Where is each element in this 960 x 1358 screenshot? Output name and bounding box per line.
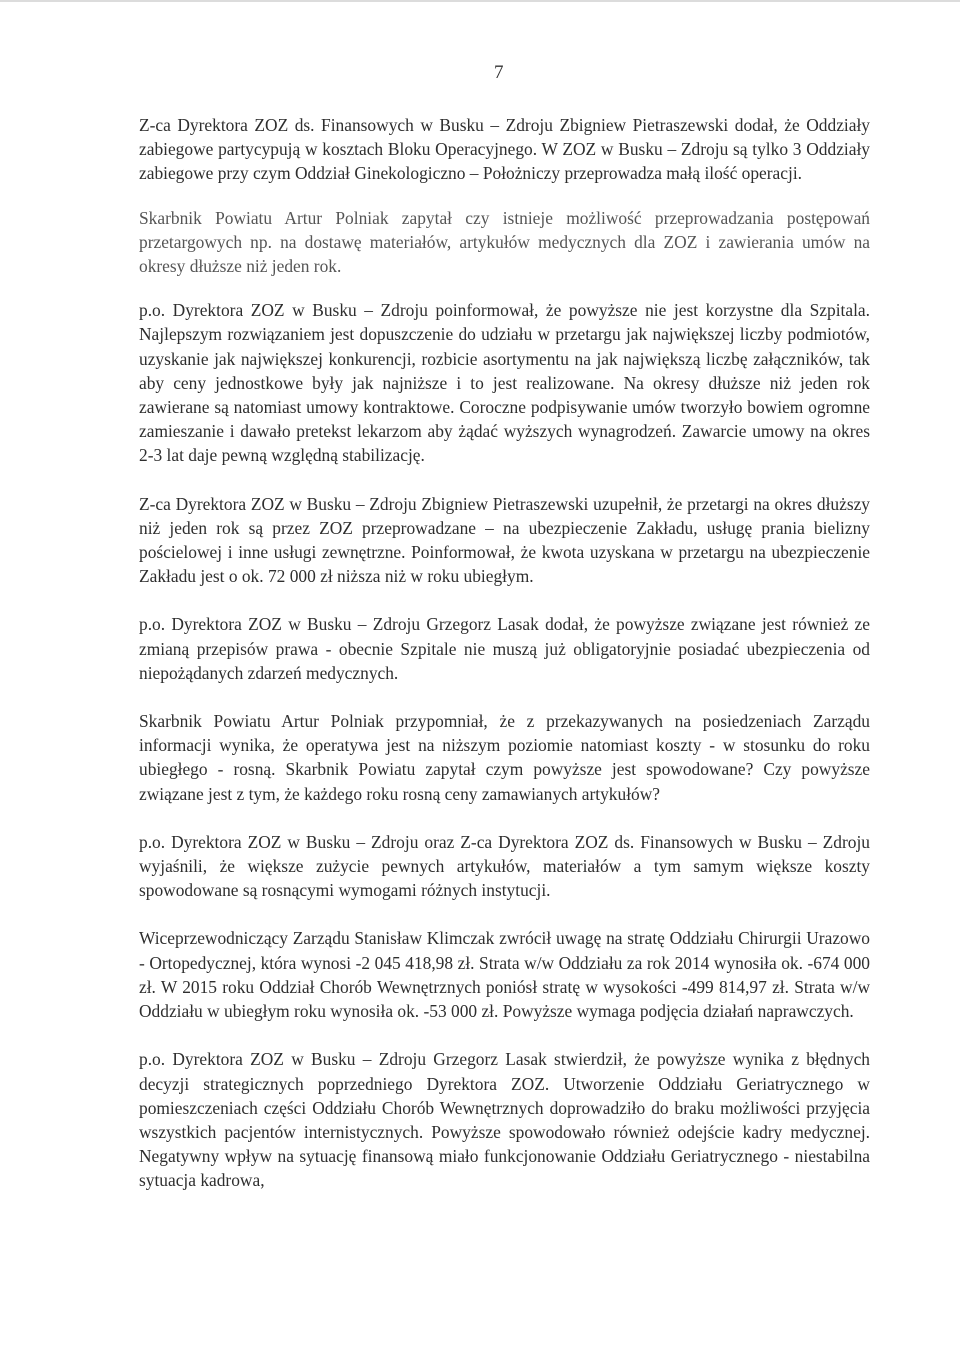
paragraph-8: Wiceprzewodniczący Zarządu Stanisław Klimczak zwrócił uwagę na stratę Oddziału Chirurgii Urazowo - Ortopedycznej, która wynosi -2 045 418,98 zł. Strata w/w Oddziału za rok 2014 wynosiła ok. -674 000 zł. W 2015 roku Oddział Chorób Wewnętrznych poniósł stratę w wysokości -499 814,97 zł. Strata w/w Oddziału w ubiegłym roku wynosiła ok. -53 000 zł. Powyższe wymaga podjęcia działań naprawczych.	[139, 928, 870, 1022]
paragraph-3: p.o. Dyrektora ZOZ w Busku – Zdroju poinformował, że powyższe nie jest korzystne dla Szpitala. Najlepszym rozwiązaniem jest dopuszczenie do udziału w przetargu jak największej liczby podmiotów, uzyskanie jak największej konkurencji, rozbicie asortymentu na jak największą liczbę załączników, tak aby ceny jednostkowe były jak najniższe i to jest realizowane. Na okresy dłuższe niż jeden rok zawierane są natomiast umowy kontraktowe. Coroczne podpisywanie umów tworzyło bowiem ogromne zamieszanie i dawało pretekst lekarzom aby żądać wyższych wynagrodzeń. Zawarcie umowy na okres 2-3 lat daje pewną względną stabilizację.	[139, 300, 870, 466]
paragraph-6: Skarbnik Powiatu Artur Polniak przypomniał, że z przekazywanych na posiedzeniach Zarządu informacji wynika, że operatywa jest na niższym poziomie natomiast koszty - w stosunku do roku ubiegłego - rosną. Skarbnik Powiatu zapytał czym powyższe jest spowodowane? Czy powyższe związane jest z tym, że każdego roku rosną ceny zamawianych artykułów?	[139, 711, 870, 804]
paragraph-5: p.o. Dyrektora ZOZ w Busku – Zdroju Grzegorz Lasak dodał, że powyższe związane jest również ze zmianą przepisów prawa - obecnie Szpitale nie muszą już obligatoryjnie posiadać ubezpieczenia od niepożądanych zdarzeń medycznych.	[139, 614, 870, 683]
paragraph-1: Z-ca Dyrektora ZOZ ds. Finansowych w Busku – Zdroju Zbigniew Pietraszewski dodał, że Oddziały zabiegowe partycypują w kosztach Bloku Operacyjnego. W ZOZ w Busku – Zdroju są tylko 3 Oddziały zabiegowe przy czym Oddział Ginekologiczno – Położniczy przeprowadza małą ilość operacji.	[139, 115, 870, 184]
page-number: 7	[494, 62, 504, 83]
paragraph-9: p.o. Dyrektora ZOZ w Busku – Zdroju Grzegorz Lasak stwierdził, że powyższe wynika z błędnych decyzji strategicznych poprzedniego Dyrektora ZOZ. Utworzenie Oddziału Geriatrycznego w pomieszczeniach części Oddziału Chorób Wewnętrznych doprowadziło do braku możliwości przyjęcia wszystkich pacjentów internistycznych. Powyższe spowodowało również odejście kadry medycznej. Negatywny wpływ na sytuację finansową miało funkcjonowanie Oddziału Geriatrycznego - niestabilna sytuacja kadrowa,	[139, 1049, 870, 1191]
paragraph-4: Z-ca Dyrektora ZOZ w Busku – Zdroju Zbigniew Pietraszewski uzupełnił, że przetargi na okres dłuższy niż jeden rok są przez ZOZ przeprowadzane – na ubezpieczenie Zakładu, usługę prania bielizny pościelowej i inne usługi zewnętrzne. Poinformował, że kwota uzyskana w przetargu na ubezpieczenie Zakładu jest o ok. 72 000 zł niższa niż w roku ubiegłym.	[139, 493, 870, 587]
paragraph-2: Skarbnik Powiatu Artur Polniak zapytał czy istnieje możliwość przeprowadzania postępowań przetargowych np. na dostawę materiałów, artykułów medycznych dla ZOZ i zawierania umów na okresy dłuższe niż jeden rok.	[139, 207, 870, 277]
document-body	[139, 113, 870, 1213]
paragraph-7: p.o. Dyrektora ZOZ w Busku – Zdroju oraz Z-ca Dyrektora ZOZ ds. Finansowych w Busku – Zdroju wyjaśnili, że większe zużycie pewnych artykułów, materiałów a tym samym większe koszty spowodowane są rosnącymi wymogami różnych instytucji.	[139, 831, 870, 901]
